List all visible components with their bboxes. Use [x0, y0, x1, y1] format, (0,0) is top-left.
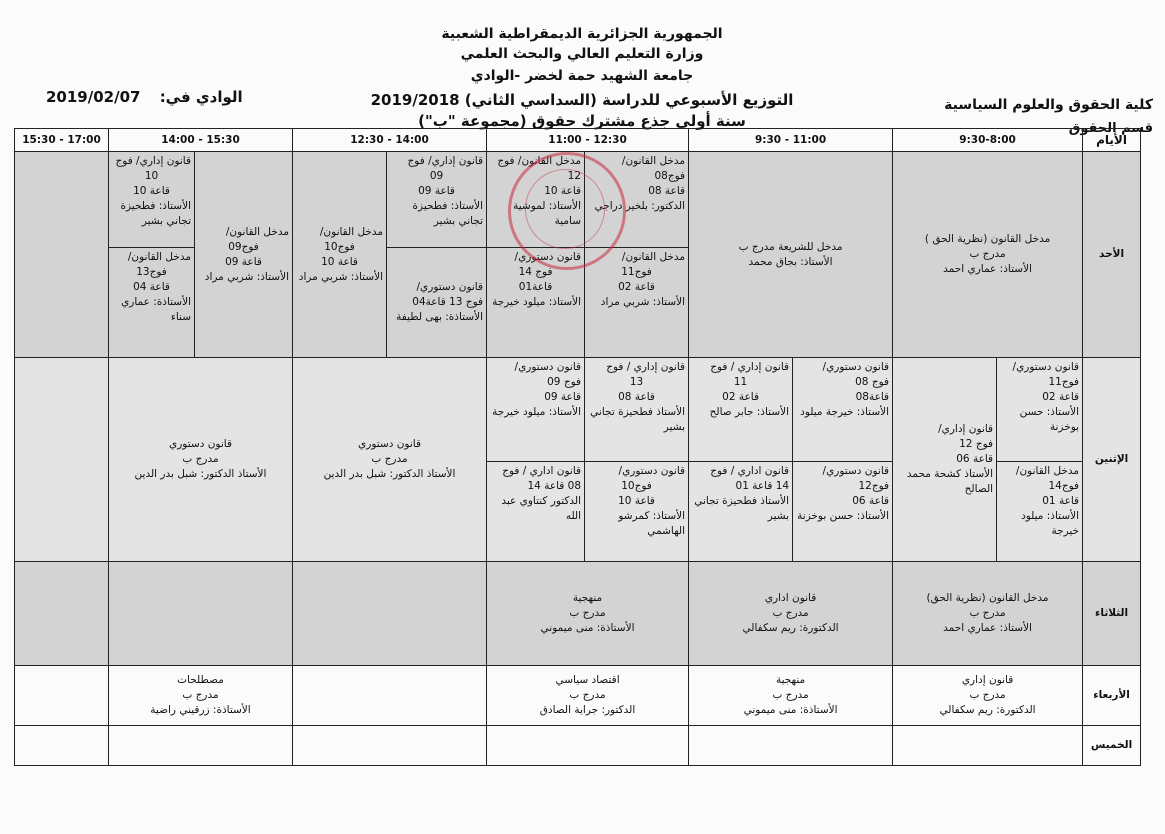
session-group: 11 — [733, 376, 748, 388]
time-slot-1: 9:30-8:00 — [893, 129, 1083, 152]
session-teacher: الأستاذ: فطحيزة تجاني بشير — [412, 200, 484, 227]
session-sun-3c — [585, 248, 689, 358]
session-group: فوج09 — [228, 240, 259, 253]
session-teacher: الدكتور: بلخير دراجي — [594, 200, 686, 212]
session-mon-2c — [793, 462, 893, 562]
session-wed-5 — [109, 666, 293, 726]
session-group: 08 قاعة 14 — [527, 480, 582, 492]
session-mon-1c — [997, 462, 1083, 562]
session-teacher: الأستاذة: عماري سناء — [121, 296, 192, 323]
session-teacher: الأستاذ: جابر صالح — [709, 406, 790, 418]
session-subject: قانون دستوري/ — [514, 361, 582, 373]
time-slot-2: 11:00 - 9:30 — [689, 129, 893, 152]
session-sun-3d — [487, 248, 585, 358]
session-mon-3c — [585, 462, 689, 562]
session-group: فوج11 — [1048, 376, 1080, 388]
session-teacher: الأستاذ: عماري احمد — [943, 622, 1032, 634]
session-room: قاعة 10 — [618, 495, 655, 507]
session-mon-6-empty — [15, 358, 109, 562]
session-sun-5b — [109, 152, 195, 248]
session-room: قاعة 06 — [956, 453, 994, 465]
session-thu-2-empty — [689, 726, 893, 766]
session-subject: قانون إداري / فوج — [606, 361, 686, 373]
session-tue-2 — [689, 562, 893, 666]
session-group: 09 — [429, 170, 444, 182]
session-group: فوج12 — [858, 480, 890, 492]
session-room: مدرج ب — [969, 248, 1006, 260]
session-room: مدرج ب — [371, 453, 408, 465]
session-subject: قانون دستوري — [358, 438, 422, 450]
session-room: مدرج ب — [182, 689, 219, 701]
session-mon-5 — [109, 358, 293, 562]
session-teacher: الدكتور كنتاوي عبد الله — [501, 495, 582, 522]
session-sun-4b — [293, 152, 387, 358]
tuesday-row — [15, 562, 1141, 666]
session-mon-2b — [689, 358, 793, 462]
session-subject: قانون إداري / فوج — [710, 361, 790, 373]
time-slot-3: 12:30 - 11:00 — [487, 129, 689, 152]
session-subject: منهجية — [775, 674, 806, 686]
sunday-row-top — [15, 152, 1141, 248]
header-ministry: وزارة التعليم العالي والبحث العلمي — [460, 46, 704, 62]
session-group: فوج 13 قاعة04 — [412, 296, 484, 308]
session-room: قاعة08 — [855, 391, 890, 403]
session-room: مدرج ب — [569, 607, 606, 619]
session-thu-3-empty — [487, 726, 689, 766]
session-subject: مدخل القانون/ — [319, 225, 384, 238]
session-group: فوج 14 — [518, 266, 553, 278]
session-subject: قانون إداري/ فوج — [407, 155, 484, 167]
date-line — [46, 88, 243, 106]
day-monday: الإثنين — [1083, 358, 1141, 562]
session-sun-2 — [689, 152, 893, 358]
session-subject: مدخل القانون/ — [621, 251, 686, 263]
session-group: 14 قاعة 01 — [735, 480, 790, 492]
time-slot-4: 14:00 - 12:30 — [293, 129, 487, 152]
session-room: مدرج ب — [772, 607, 809, 619]
session-teacher: الأستاذة: منى ميموني — [743, 704, 838, 716]
session-subject: قانون اداري / فوج — [502, 465, 582, 477]
session-subject: قانون دستوري/ — [416, 281, 484, 293]
session-teacher: الدكتورة: ريم سكفالي — [742, 622, 839, 634]
session-group: فوج 09 — [547, 376, 582, 388]
session-teacher: الأستاذ: ميلود خيرجة — [1021, 510, 1080, 537]
session-subject: قانون دستوري/ — [618, 465, 686, 477]
session-thu-6-empty — [15, 726, 109, 766]
session-group: فوج10 — [621, 480, 652, 492]
session-mon-3a — [585, 358, 689, 462]
session-wed-3 — [487, 666, 689, 726]
session-teacher: الأستاذ: خيرجة ميلود — [800, 406, 890, 418]
session-room: قاعة 08 — [648, 185, 686, 197]
session-teacher: الدكتور: جراية الصادق — [539, 704, 636, 716]
session-teacher: الأستاذ كشحة محمد الصالح — [906, 468, 994, 495]
session-subject: مدخل القانون/ — [621, 155, 686, 167]
session-subject: قانون دستوري/ — [514, 251, 582, 263]
session-subject: منهجية — [572, 592, 603, 604]
session-room: مدرج ب — [969, 607, 1006, 619]
header-title: التوزيع الأسبوعي للدراسة (السداسي الثاني) 2019/2018 — [370, 91, 794, 109]
session-group: فوج10 — [324, 240, 355, 253]
session-teacher: الأستاذة: بهى لطيفة — [396, 311, 484, 323]
session-group: 12 — [567, 170, 582, 182]
date-label: الوادي في: — [159, 88, 243, 106]
session-sun-5c — [109, 248, 195, 358]
session-subject: قانون دستوري/ — [1012, 361, 1080, 373]
days-header: الأيام — [1083, 129, 1141, 152]
wednesday-row — [15, 666, 1141, 726]
session-room: قاعة 10 — [133, 185, 170, 197]
session-subject: قانون اداري / فوج — [710, 465, 790, 477]
session-subject: مدخل القانون/ — [127, 251, 192, 263]
session-subject: قانون إداري/ — [938, 423, 994, 435]
session-sun-3a — [585, 152, 689, 248]
session-tue-1 — [893, 562, 1083, 666]
session-teacher: الأستاذ: شربي مراد — [298, 270, 384, 283]
session-tue-6-empty — [15, 562, 109, 666]
session-room: مدرج ب — [569, 689, 606, 701]
faculty-name: كلية الحقوق والعلوم السياسية — [944, 97, 1153, 113]
session-teacher: الأستاذ: حسن بوخزنة — [1019, 406, 1080, 433]
session-teacher: الأستاذ: فطحيزة تجاني بشير — [120, 200, 192, 227]
session-subject: قانون إداري/ فوج — [115, 155, 192, 167]
time-slot-5: 15:30 - 14:00 — [109, 129, 293, 152]
session-teacher: الدكتورة: ريم سكفالي — [939, 704, 1036, 716]
session-subject: قانون إداري — [961, 674, 1014, 686]
time-slot-6: 17:00 - 15:30 — [15, 129, 109, 152]
session-teacher: الأستاذ الدكتور: شبل بدر الدين — [134, 468, 267, 480]
monday-row-top — [15, 358, 1141, 462]
session-subject: مصطلحات — [177, 674, 224, 686]
header-university: جامعة الشهيد حمة لخضر -الوادي — [470, 68, 694, 84]
session-room: قاعة01 — [518, 281, 553, 293]
session-group: فوج14 — [1048, 480, 1080, 492]
session-subject: مدخل القانون (نظرية الحق ) — [924, 233, 1051, 245]
schedule-table — [14, 128, 1141, 766]
session-tue-3 — [487, 562, 689, 666]
session-mon-1b — [893, 358, 997, 562]
session-group: فوج08 — [654, 170, 686, 182]
session-subject: اقتصاد سياسي — [555, 674, 620, 686]
session-teacher: الأستاذ: عماري احمد — [943, 263, 1032, 275]
session-mon-3b — [487, 358, 585, 462]
session-tue-5-empty — [109, 562, 293, 666]
session-sun-1 — [893, 152, 1083, 358]
session-room: قاعة 02 — [618, 281, 655, 293]
session-group: 10 — [144, 170, 159, 182]
session-teacher: الأستاذ: بجاق محمد — [748, 255, 833, 268]
session-teacher: الأستاذة: منى ميموني — [540, 622, 635, 634]
session-thu-1-empty — [893, 726, 1083, 766]
session-sun-6-empty — [15, 152, 109, 358]
header-subtitle: سنة أولى جذع مشترك حقوق (مجموعة "ب") — [418, 112, 746, 130]
session-room: قاعة 09 — [544, 391, 582, 403]
session-room: قاعة 09 — [225, 255, 262, 268]
session-sun-4a — [387, 152, 487, 248]
session-teacher: الأستاذ الدكتور: شبل بدر الدين — [323, 468, 456, 480]
session-wed-1 — [893, 666, 1083, 726]
session-teacher: الأستاذ: حسن بوخزنة — [797, 510, 890, 522]
session-wed-2 — [689, 666, 893, 726]
time-header-row — [15, 129, 1141, 152]
session-mon-4 — [293, 358, 487, 562]
session-group: فوج13 — [136, 266, 167, 278]
session-subject: قانون دستوري/ — [822, 465, 890, 477]
day-sunday: الأحد — [1083, 152, 1141, 358]
thursday-row — [15, 726, 1141, 766]
session-room: قاعة 02 — [1042, 391, 1080, 403]
session-group: 13 — [629, 376, 644, 388]
session-wed-4-empty — [293, 666, 487, 726]
session-tue-4-empty — [293, 562, 487, 666]
session-mon-2d — [689, 462, 793, 562]
day-tuesday: الثلاثاء — [1083, 562, 1141, 666]
department-name: قسم الحقوق — [1068, 121, 1153, 136]
session-room: قاعة 10 — [321, 255, 358, 268]
session-mon-1a — [997, 358, 1083, 462]
session-group: فوج 08 — [855, 376, 890, 388]
session-mon-2a — [793, 358, 893, 462]
session-subject: قانون دستوري — [169, 438, 232, 450]
session-group: فوج 12 — [959, 438, 994, 450]
session-thu-4-empty — [293, 726, 487, 766]
session-subject: مدخل القانون/ فوج — [497, 155, 582, 167]
session-teacher: الأستاذ: لموشية سامية — [513, 200, 582, 227]
session-subject: مدخل القانون/ — [225, 225, 290, 238]
session-room: قاعة 09 — [418, 185, 455, 197]
session-teacher: الأستاذ فطحيزة تجاني بشير — [694, 495, 790, 522]
header-republic: الجمهورية الجزائرية الديمقراطية الشعبية — [441, 26, 723, 42]
session-thu-5-empty — [109, 726, 293, 766]
session-subject: مدخل القانون/ — [1015, 465, 1080, 477]
session-wed-6-empty — [15, 666, 109, 726]
session-teacher: الأستاذة: زرقيني راضية — [150, 704, 251, 716]
session-room: مدرج ب — [969, 689, 1006, 701]
session-teacher: الأستاذ: ميلود خيرجة — [492, 296, 582, 308]
date-value: 2019/02/07 — [46, 88, 141, 106]
session-room: قاعة 08 — [618, 391, 655, 403]
session-subject: مدخل للشريعة مدرج ب — [738, 240, 843, 253]
session-room: قاعة 04 — [133, 281, 170, 293]
session-group: فوج11 — [621, 266, 652, 278]
session-room: قاعة 10 — [544, 185, 582, 197]
session-room: قاعة 06 — [852, 495, 890, 507]
session-mon-3d — [487, 462, 585, 562]
session-subject: مدخل القانون (نظرية الحق) — [926, 592, 1049, 604]
session-teacher: الأستاذ فطحيزة تجاني بشير — [590, 406, 686, 433]
session-room: مدرج ب — [182, 453, 219, 465]
session-teacher: الأستاذ: كمرشو الهاشمي — [618, 510, 686, 537]
session-subject: قانون اداري — [764, 592, 817, 604]
session-sun-3b — [487, 152, 585, 248]
session-room: قاعة 02 — [722, 391, 759, 403]
session-sun-5a — [195, 152, 293, 358]
session-teacher: الأستاذ: شربي مراد — [204, 270, 290, 283]
session-room: قاعة 01 — [1042, 495, 1080, 507]
session-sun-4c — [387, 248, 487, 358]
session-teacher: الأستاذ: شربي مراد — [600, 296, 686, 308]
day-thursday: الخميس — [1083, 726, 1141, 766]
session-room: مدرج ب — [772, 689, 809, 701]
session-subject: قانون دستوري/ — [822, 361, 890, 373]
day-wednesday: الأربعاء — [1083, 666, 1141, 726]
session-teacher: الأستاذ: ميلود خيرجة — [492, 406, 582, 418]
